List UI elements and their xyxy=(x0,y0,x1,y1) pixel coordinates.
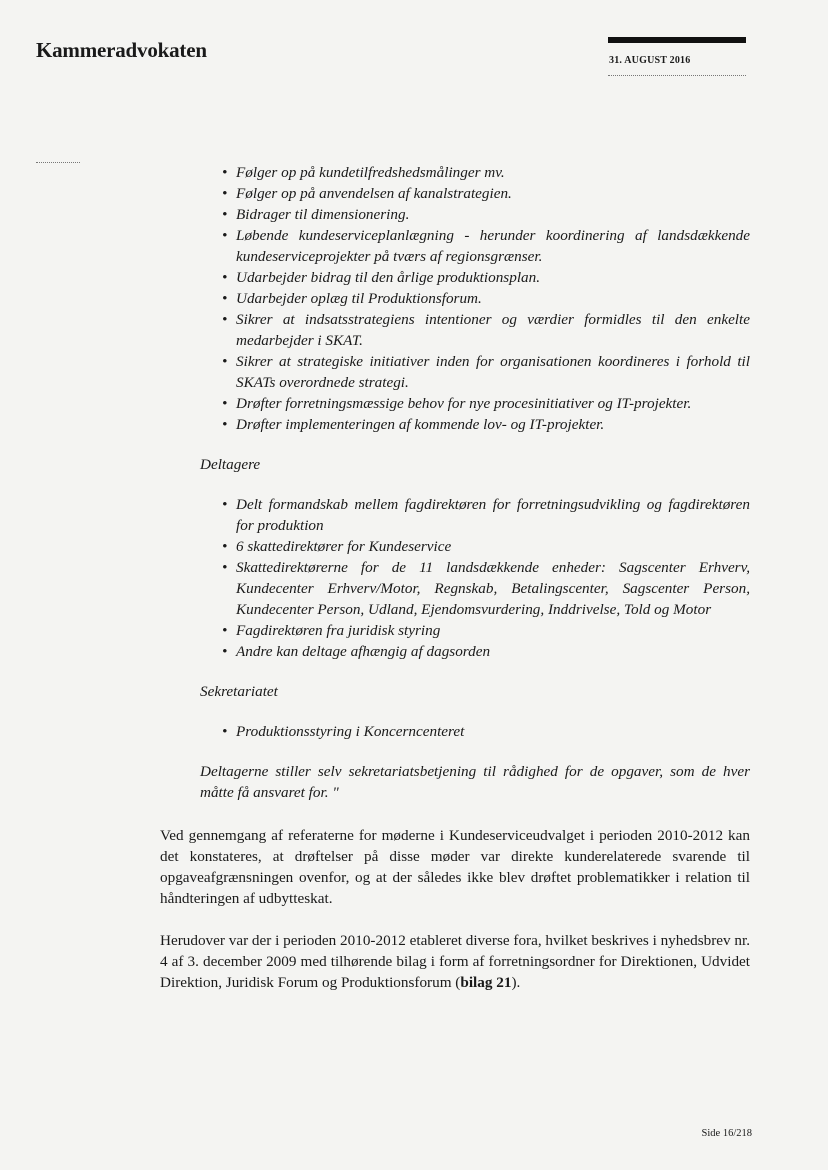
date-bar xyxy=(608,37,746,43)
bullet-icon: • xyxy=(222,643,228,660)
list-item: • Delt formandskab mellem fagdirektøren for forretningsudvikling og fagdirektøren for produktion xyxy=(222,496,750,534)
list-item: • Fagdirektøren fra juridisk styring xyxy=(222,622,441,639)
list-item: • Produktionsstyring i Koncerncenteret xyxy=(222,723,465,740)
bullet-icon: • xyxy=(222,269,228,286)
list-item: • 6 skattedirektører for Kundeservice xyxy=(222,538,452,555)
bullet-list-participants xyxy=(160,494,750,662)
date-divider xyxy=(608,75,746,76)
header-date: 31. AUGUST 2016 xyxy=(609,55,691,66)
list-item: • Drøfter implementeringen af kommende lov- og IT-projekter. xyxy=(222,416,605,433)
bullet-icon: • xyxy=(222,164,228,181)
bullet-list-secretariat xyxy=(160,721,750,742)
list-item: • Skattedirektørerne for de 11 landsdækkende enheder: Sagscenter Erhverv, Kundecenter Erhverv/Motor, Regnskab, Betalingscenter, Sagscenter Person, Kundecenter Person, Udland, Ejendomsvurdering, Inddrivelse, Told og Motor xyxy=(222,559,750,618)
list-item: • Sikrer at indsatsstrategiens intentioner og værdier formidles til den enkelte medarbejder i SKAT. xyxy=(222,311,750,349)
bullet-icon: • xyxy=(222,206,228,223)
margin-divider xyxy=(36,162,80,163)
list-item: • Sikrer at strategiske initiativer inden for organisationen koordineres i forhold til SKATs overordnede strategi. xyxy=(222,353,750,391)
bullet-icon: • xyxy=(222,395,228,412)
list-item: • Følger op på anvendelsen af kanalstrategien. xyxy=(222,185,512,202)
document-body xyxy=(160,160,750,993)
bullet-icon: • xyxy=(222,227,228,244)
section-heading-deltagere: Deltagere xyxy=(200,456,261,473)
bullet-icon: • xyxy=(222,185,228,202)
list-item: • Bidrager til dimensionering. xyxy=(222,206,410,223)
body-paragraph-2: Herudover var der i perioden 2010-2012 etableret diverse fora, hvilket beskrives i nyhedsbrev nr. 4 af 3. december 2009 med tilhørende bilag i form af forretningsordner for Direktionen, Udvidet Direktion, Juridisk Forum og Produktionsforum (bilag 21). xyxy=(160,932,751,991)
bullet-icon: • xyxy=(222,538,228,555)
list-item: • Andre kan deltage afhængig af dagsorden xyxy=(222,643,491,660)
section-heading-sekretariatet: Sekretariatet xyxy=(200,683,278,700)
bullet-icon: • xyxy=(222,311,228,328)
bullet-icon: • xyxy=(222,353,228,370)
bullet-icon: • xyxy=(222,622,228,639)
list-item: • Udarbejder bidrag til den årlige produktionsplan. xyxy=(222,269,541,286)
list-item: • Følger op på kundetilfredshedsmålinger mv. xyxy=(222,164,505,181)
list-item: • Udarbejder oplæg til Produktionsforum. xyxy=(222,290,482,307)
bilag-reference: bilag 21 xyxy=(460,974,512,991)
bullet-icon: • xyxy=(222,496,228,513)
body-paragraph-1: Ved gennemgang af referaterne for møderne i Kundeserviceudvalget i perioden 2010-2012 kan det konstateres, at drøftelser på disse møder var direkte kunderelaterede svarende til opgaveafgrænsningen ovenfor, og at der således ikke blev drøftet problematikker i relation til håndteringen af udbytteskat. xyxy=(160,827,750,907)
bullet-icon: • xyxy=(222,723,228,740)
bullet-list-tasks xyxy=(160,162,750,435)
header-title: Kammeradvokaten xyxy=(36,38,207,62)
list-item: • Løbende kundeserviceplanlægning - herunder koordinering af landsdækkende kundeserviceprojekter på tværs af regionsgrænser. xyxy=(222,227,750,265)
quote-closing-paragraph: Deltagerne stiller selv sekretariatsbetjening til rådighed for de opgaver, som de hver måtte få ansvaret for. " xyxy=(200,763,750,801)
bullet-icon: • xyxy=(222,416,228,433)
list-item: • Drøfter forretningsmæssige behov for nye procesinitiativer og IT-projekter. xyxy=(222,395,692,412)
bullet-icon: • xyxy=(222,559,228,576)
page-number: Side 16/218 xyxy=(701,1128,752,1139)
bullet-icon: • xyxy=(222,290,228,307)
